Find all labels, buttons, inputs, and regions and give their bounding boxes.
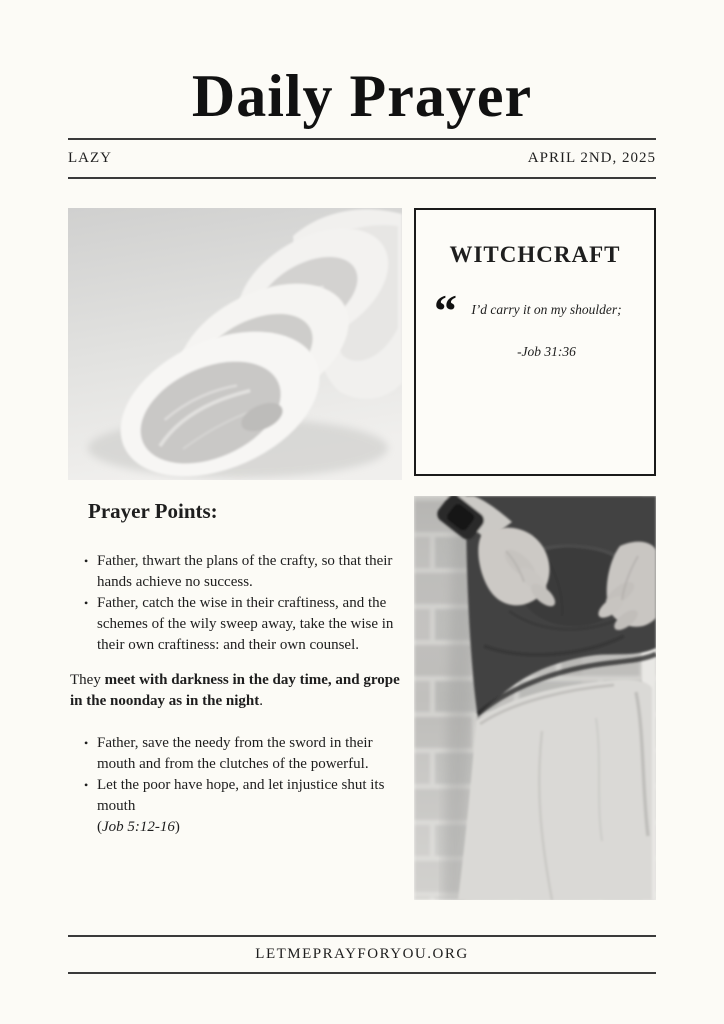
quote-texts	[455, 294, 638, 360]
issue-date: APRIL 2ND, 2025	[527, 150, 656, 166]
person-illustration	[414, 496, 656, 900]
quote-icon: “	[434, 285, 455, 336]
quote-attribution: -Job 31:36	[517, 344, 576, 359]
list-item: • Father, thwart the plans of the crafty, so that their hands achieve no success.	[84, 551, 402, 593]
person-clutching-stomach-photo	[414, 496, 656, 900]
feature-box	[414, 208, 656, 476]
list-item	[84, 775, 402, 838]
ref-paren-open: (	[97, 819, 102, 835]
website-url: LETMEPRAYFORYOU.ORG	[255, 946, 469, 962]
divider-rule	[68, 972, 656, 974]
quote-block	[416, 285, 654, 360]
prayer-list-two	[68, 733, 402, 838]
ref-verse: Job 5:12-16	[102, 819, 175, 835]
list-item-text: Let the poor have hope, and let injustice shut its mouth	[97, 777, 385, 814]
page-title: Daily Prayer	[191, 63, 533, 129]
top-section	[68, 208, 656, 480]
scripture-interlude	[70, 670, 402, 712]
divider-rule	[68, 177, 656, 179]
masthead-row	[68, 140, 656, 177]
interlude-prefix: They	[70, 672, 105, 688]
scripture-reference	[97, 819, 180, 835]
pork-chops-illustration	[68, 208, 402, 480]
edition-label: LAZY	[68, 150, 112, 166]
masthead	[68, 54, 656, 179]
feature-heading: WITCHCRAFT	[449, 242, 621, 267]
footer	[68, 935, 656, 974]
ref-paren-close: )	[174, 819, 180, 835]
list-item: • Father, catch the wise in their craftiness, and the schemes of the wily sweep away, take the wise in their own craftiness: and their own counsel.	[84, 593, 402, 656]
quote-text: I’d carry it on my shoulder;	[471, 302, 622, 317]
interlude-suffix: .	[259, 693, 263, 709]
pork-chops-photo	[68, 208, 402, 480]
interlude-bold: meet with darkness in the day time, and grope in the noonday as in the night	[70, 672, 400, 709]
prayer-points-heading: Prayer Points:	[88, 499, 218, 523]
prayer-list-one	[68, 551, 402, 656]
prayer-points-column	[68, 496, 402, 900]
list-item: • Father, save the needy from the sword in their mouth and from the clutches of the powerful.	[84, 733, 402, 775]
main-section	[68, 496, 656, 900]
